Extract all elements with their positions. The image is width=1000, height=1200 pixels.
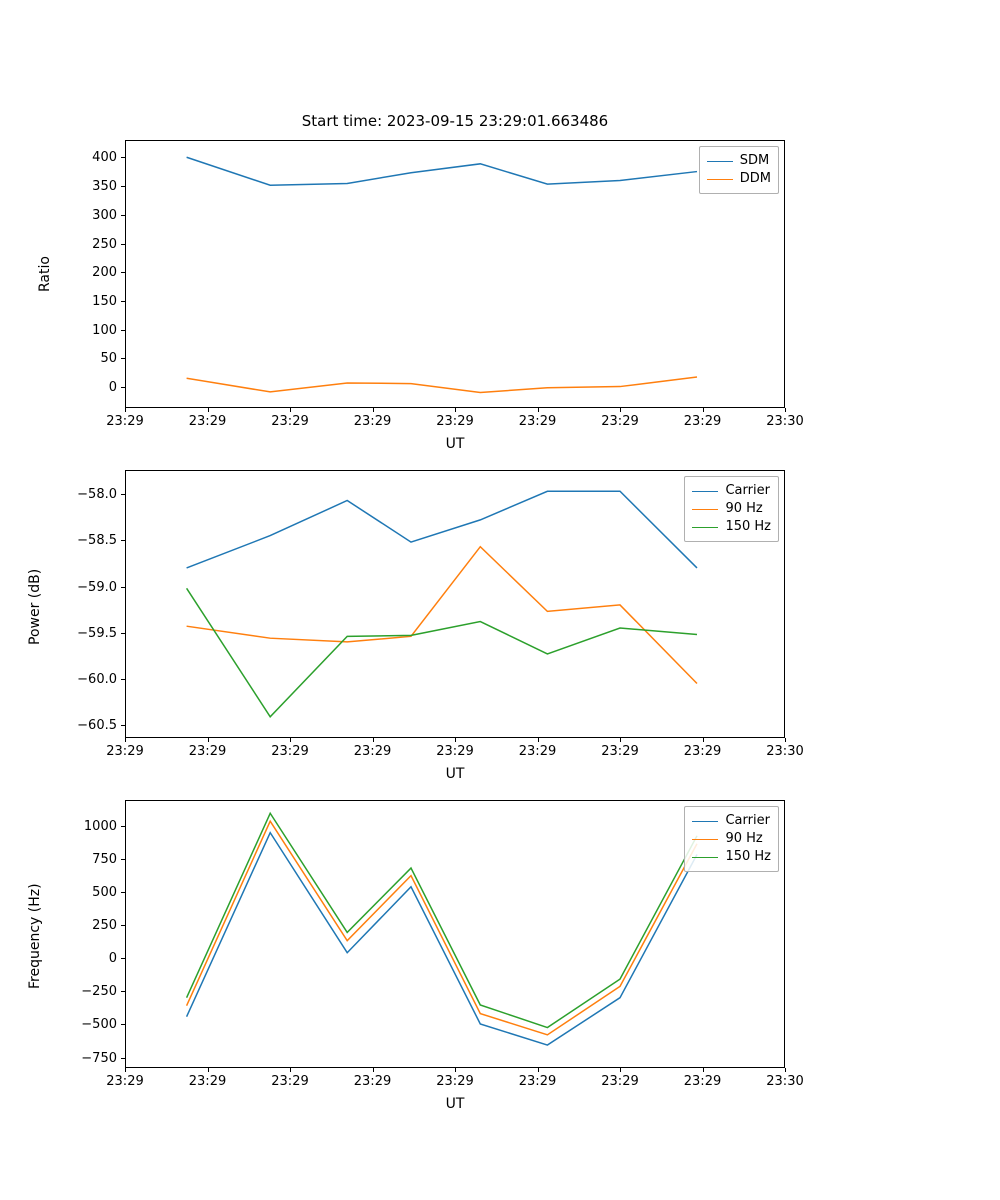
xtick-label: 23:29	[271, 1074, 309, 1089]
ytick-label: 250	[92, 236, 117, 252]
x-axis-label: UT	[445, 1096, 465, 1112]
xtick-mark	[703, 408, 704, 412]
ytick-mark	[121, 859, 125, 860]
panel-ratio	[37, 112, 804, 452]
legend-label: Carrier	[725, 483, 770, 498]
xtick-mark	[455, 1068, 456, 1072]
xtick-label: 23:29	[683, 414, 722, 429]
ytick-mark	[121, 244, 125, 245]
xtick-mark	[373, 738, 374, 742]
legend-label: SDM	[739, 153, 770, 168]
ytick-mark	[121, 826, 125, 827]
legend-swatch-150hz	[692, 527, 718, 528]
xtick-label: 23:29	[601, 744, 639, 759]
legend-ratio	[699, 146, 779, 194]
plot-title: Start time: 2023-09-15 23:29:01.663486	[301, 112, 609, 130]
xtick-mark	[290, 1068, 291, 1072]
legend-item	[707, 170, 771, 188]
ytick-label: 100	[92, 322, 117, 338]
xtick-mark	[373, 1068, 374, 1072]
xtick-label: 23:29	[353, 414, 392, 429]
xtick-mark	[620, 408, 621, 412]
xtick-label: 23:29	[683, 744, 722, 759]
ytick-mark	[121, 679, 125, 680]
legend-frequency	[684, 806, 779, 872]
series-line-carrier-power	[187, 491, 697, 568]
ytick-label: −59.5	[77, 625, 117, 641]
ytick-label: 0	[108, 951, 117, 967]
legend-swatch-carrier	[692, 491, 718, 492]
xtick-label: 23:29	[188, 414, 227, 429]
legend-swatch-sdm	[707, 161, 733, 162]
xtick-mark	[208, 408, 209, 412]
ytick-label: 50	[100, 351, 117, 367]
xtick-label: 23:29	[683, 1074, 722, 1089]
ytick-mark	[121, 272, 125, 273]
legend-item	[692, 500, 771, 518]
xtick-label: 23:29	[436, 744, 474, 759]
xtick-label: 23:29	[188, 744, 227, 759]
data-lines-ratio	[125, 140, 785, 408]
legend-swatch-ddm	[707, 179, 733, 180]
xtick-label: 23:29	[106, 414, 144, 429]
xtick-mark	[455, 738, 456, 742]
legend-item	[707, 152, 771, 170]
legend-swatch-90hz	[692, 509, 718, 510]
xtick-mark	[538, 1068, 539, 1072]
xtick-mark	[290, 408, 291, 412]
series-line-ddm	[187, 377, 697, 392]
ytick-mark	[121, 358, 125, 359]
ytick-label: −58.0	[77, 487, 117, 503]
xtick-mark	[125, 408, 126, 412]
xtick-label: 23:30	[766, 744, 804, 759]
xtick-label: 23:29	[601, 414, 639, 429]
xtick-label: 23:29	[106, 744, 144, 759]
legend-power	[684, 476, 779, 542]
y-axis-label: Frequency (Hz)	[27, 883, 43, 989]
xtick-label: 23:29	[353, 1074, 392, 1089]
ytick-mark	[121, 301, 125, 302]
xtick-mark	[455, 408, 456, 412]
ytick-mark	[121, 494, 125, 495]
ytick-label: −750	[81, 1050, 117, 1066]
xtick-mark	[208, 1068, 209, 1072]
ytick-mark	[121, 387, 125, 388]
ytick-mark	[121, 991, 125, 992]
series-line-150hz-power	[187, 588, 697, 716]
legend-item	[692, 848, 771, 866]
legend-label: Carrier	[725, 813, 770, 828]
panel-frequency	[27, 800, 804, 1112]
ytick-label: 1000	[83, 818, 117, 834]
ytick-mark	[121, 1024, 125, 1025]
legend-label: 90 Hz	[725, 831, 763, 846]
xtick-mark	[125, 738, 126, 742]
ytick-mark	[121, 958, 125, 959]
legend-item	[692, 812, 771, 830]
ytick-label: 350	[92, 179, 117, 195]
panel-power	[27, 470, 804, 782]
ytick-mark	[121, 1058, 125, 1059]
xtick-label: 23:29	[518, 414, 557, 429]
xtick-label: 23:29	[188, 1074, 227, 1089]
ytick-mark	[121, 186, 125, 187]
xtick-mark	[290, 738, 291, 742]
legend-label: 150 Hz	[725, 849, 771, 864]
legend-swatch-90hz	[692, 839, 718, 840]
xtick-label: 23:29	[106, 1074, 144, 1089]
legend-label: 150 Hz	[725, 519, 771, 534]
xtick-mark	[620, 1068, 621, 1072]
ytick-label: 300	[92, 207, 117, 223]
xtick-mark	[785, 1068, 786, 1072]
series-line-carrier-frequency	[187, 833, 697, 1045]
xtick-mark	[785, 738, 786, 742]
ytick-label: 500	[92, 884, 117, 900]
xtick-label: 23:29	[353, 744, 392, 759]
x-axis-label: UT	[445, 436, 465, 452]
xtick-mark	[785, 408, 786, 412]
xtick-label: 23:30	[766, 414, 804, 429]
xtick-label: 23:29	[601, 1074, 639, 1089]
xtick-mark	[208, 738, 209, 742]
ytick-label: 0	[108, 380, 117, 395]
ytick-mark	[121, 925, 125, 926]
ytick-mark	[121, 587, 125, 588]
legend-label: DDM	[739, 171, 771, 186]
ytick-label: −58.5	[77, 533, 117, 549]
xtick-label: 23:29	[271, 414, 309, 429]
ytick-label: 150	[92, 293, 117, 309]
ytick-mark	[121, 633, 125, 634]
ytick-mark	[121, 157, 125, 158]
ytick-label: −60.0	[77, 672, 117, 687]
series-line-90hz-power	[187, 547, 697, 684]
xtick-label: 23:29	[271, 744, 309, 759]
ytick-label: 200	[92, 265, 117, 281]
ytick-label: −500	[81, 1017, 117, 1033]
legend-label: 90 Hz	[725, 501, 763, 516]
legend-item	[692, 518, 771, 536]
ytick-mark	[121, 725, 125, 726]
series-line-sdm	[187, 157, 697, 185]
legend-item	[692, 830, 771, 848]
xtick-label: 23:30	[766, 1074, 804, 1089]
xtick-mark	[538, 408, 539, 412]
xtick-mark	[373, 408, 374, 412]
ytick-mark	[121, 540, 125, 541]
ytick-mark	[121, 892, 125, 893]
y-axis-label: Ratio	[37, 256, 53, 292]
xtick-label: 23:29	[436, 1074, 474, 1089]
xtick-mark	[538, 738, 539, 742]
xtick-label: 23:29	[436, 414, 474, 429]
ytick-mark	[121, 215, 125, 216]
y-axis-label: Power (dB)	[27, 568, 43, 645]
xtick-mark	[703, 1068, 704, 1072]
ytick-label: 250	[92, 917, 117, 933]
legend-swatch-carrier	[692, 821, 718, 822]
xtick-label: 23:29	[518, 1074, 557, 1089]
legend-swatch-150hz	[692, 857, 718, 858]
xtick-mark	[125, 1068, 126, 1072]
ytick-label: −250	[81, 984, 117, 1000]
x-axis-label: UT	[445, 766, 465, 782]
ytick-label: −59.0	[77, 579, 117, 595]
xtick-mark	[703, 738, 704, 742]
xtick-mark	[620, 738, 621, 742]
xtick-label: 23:29	[518, 744, 557, 759]
ytick-mark	[121, 330, 125, 331]
ytick-label: 750	[92, 851, 117, 867]
ytick-label: −60.5	[77, 718, 117, 734]
legend-item	[692, 482, 771, 500]
ytick-label: 400	[92, 150, 117, 166]
